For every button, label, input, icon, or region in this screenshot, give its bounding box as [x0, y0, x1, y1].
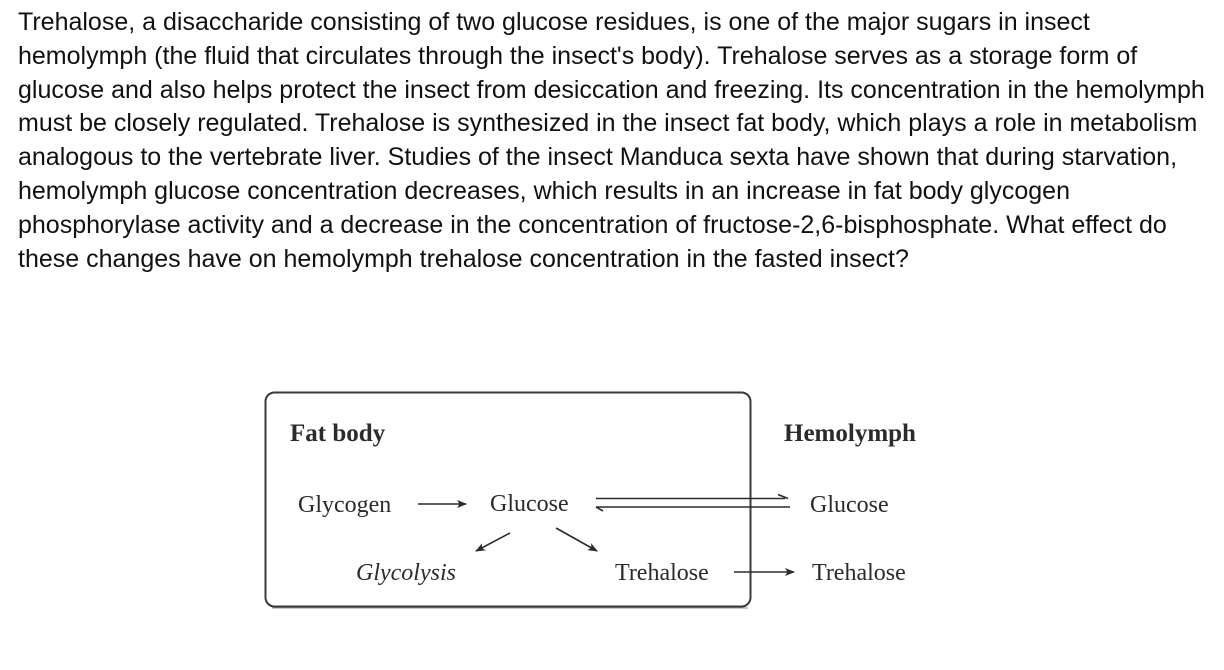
trehalose-hemolymph-label: Trehalose — [812, 560, 906, 586]
glucose-to-glycolysis-arrow — [476, 533, 510, 551]
hemolymph-label: Hemolymph — [784, 420, 916, 447]
question-text: Trehalose, a disaccharide consisting of two glucose residues, is one of the major sugars in insect hemolymph (the fluid that circulates through the insect's body). Trehalose serves as a storage form of glucose and also helps protect the insect from desiccation and freezing. Its concentration in the hemolymph must be closely regulated. Trehalose is synthesized in the insect fat body, which plays a role in metabolism analogous to the vertebrate liver. Studies of the insect Manduca sexta have shown that during starvation, hemolymph glucose concentration decreases, which results in an increase in fat body glycogen phosphorylase activity and a decrease in the concentration of fructose-2,6-bisphosphate. What effect do these changes have on hemolymph trehalose concentration in the fasted insect? — [18, 8, 1205, 273]
trehalose-fat-body-label: Trehalose — [615, 560, 709, 586]
glucose-hemolymph-label: Glucose — [810, 492, 889, 518]
fat-body-label: Fat body — [290, 420, 386, 447]
glucose-equilibrium-arrow — [596, 495, 790, 512]
glucose-fat-body-label: Glucose — [490, 491, 569, 517]
glucose-to-trehalose-arrow — [556, 528, 597, 551]
glycogen-label: Glycogen — [298, 492, 392, 518]
glycolysis-label: Glycolysis — [356, 560, 456, 586]
